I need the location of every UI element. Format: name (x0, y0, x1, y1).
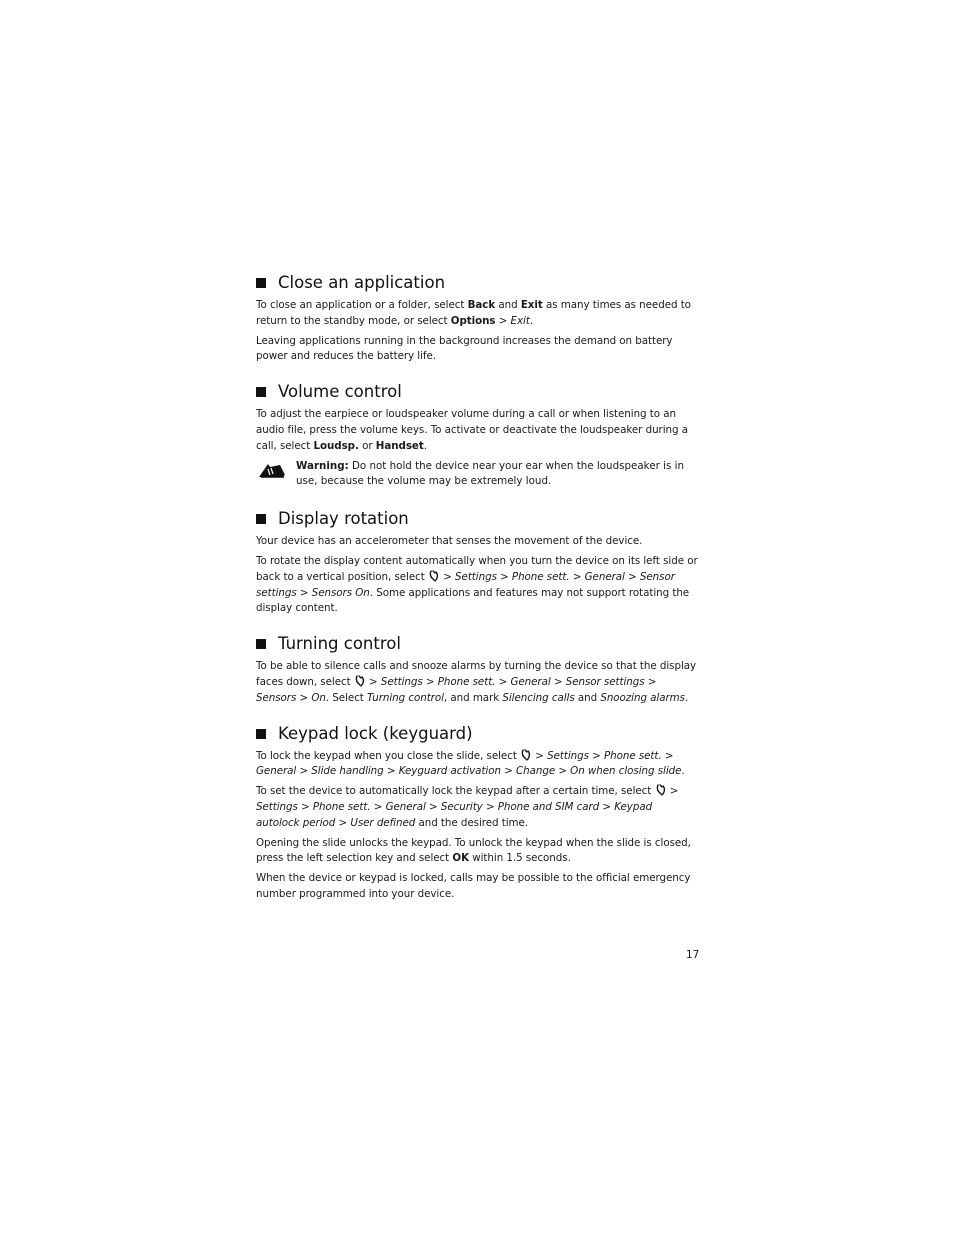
paragraph: Your device has an accelerometer that senses the movement of the device. (256, 535, 643, 548)
section-display-rotation (256, 508, 698, 617)
manual-page (256, 272, 698, 907)
menu-key-icon (429, 570, 439, 582)
heading-close-application: Close an application (256, 272, 698, 294)
menu-key-icon (656, 784, 666, 796)
paragraph: Opening the slide unlocks the keypad. To unlock the keypad when the slide is closed, press the left selection key and select OK within 1.5 seconds. (256, 836, 691, 865)
warning-icon (256, 459, 288, 483)
heading-turning-control: Turning control (256, 633, 698, 655)
square-bullet-icon (256, 387, 266, 397)
section-close-application (256, 272, 698, 365)
paragraph: To set the device to automatically lock the keypad after a certain time, select > Settings > Phone sett. > General > Security > Phone and SIM card > Keypad autolock period > User defined and the desired time. (256, 785, 679, 829)
square-bullet-icon (256, 514, 266, 524)
paragraph: When the device or keypad is locked, calls may be possible to the official emergency number programmed into your device. (256, 872, 691, 900)
paragraph: To adjust the earpiece or loudspeaker volume during a call or when listening to an audio file, press the volume keys. To activate or deactivate the loudspeaker during a call, select Loudsp. or Handset. (256, 408, 688, 452)
paragraph: Leaving applications running in the background increases the demand on battery power and reduces the battery life. (256, 334, 673, 363)
paragraph: To be able to silence calls and snooze alarms by turning the device so that the display faces down, select > Settings > Phone sett. > General > Sensor settings > Sensors > On. Select Turning control, and mark Silencing calls and Snoozing alarms. (256, 660, 697, 704)
heading-keypad-lock: Keypad lock (keyguard) (256, 723, 698, 745)
menu-key-icon (521, 749, 531, 761)
section-keypad-lock (256, 723, 698, 903)
section-volume-control (256, 381, 698, 490)
heading-display-rotation: Display rotation (256, 508, 698, 530)
square-bullet-icon (256, 639, 266, 649)
warning-note (256, 459, 698, 491)
heading-volume-control: Volume control (256, 381, 698, 403)
paragraph: To lock the keypad when you close the slide, select > Settings > Phone sett. > General > Slide handling > Keyguard activation > Change > On when closing slide. (256, 749, 685, 778)
square-bullet-icon (256, 729, 266, 739)
paragraph: To rotate the display content automatically when you turn the device on its left side or back to a vertical position, select > Settings > Phone sett. > General > Sensor settings > Sensors On. Some applications and features may not support rotating the display content. (256, 554, 698, 615)
warning-text: Warning: Do not hold the device near your ear when the loudspeaker is in use, because the volume may be extremely loud. (296, 459, 684, 488)
paragraph: To close an application or a folder, select Back and Exit as many times as needed to return to the standby mode, or select Options > Exit. (256, 299, 691, 327)
section-turning-control (256, 633, 698, 706)
page-number: 17 (686, 949, 700, 961)
square-bullet-icon (256, 278, 266, 288)
menu-key-icon (355, 675, 365, 687)
